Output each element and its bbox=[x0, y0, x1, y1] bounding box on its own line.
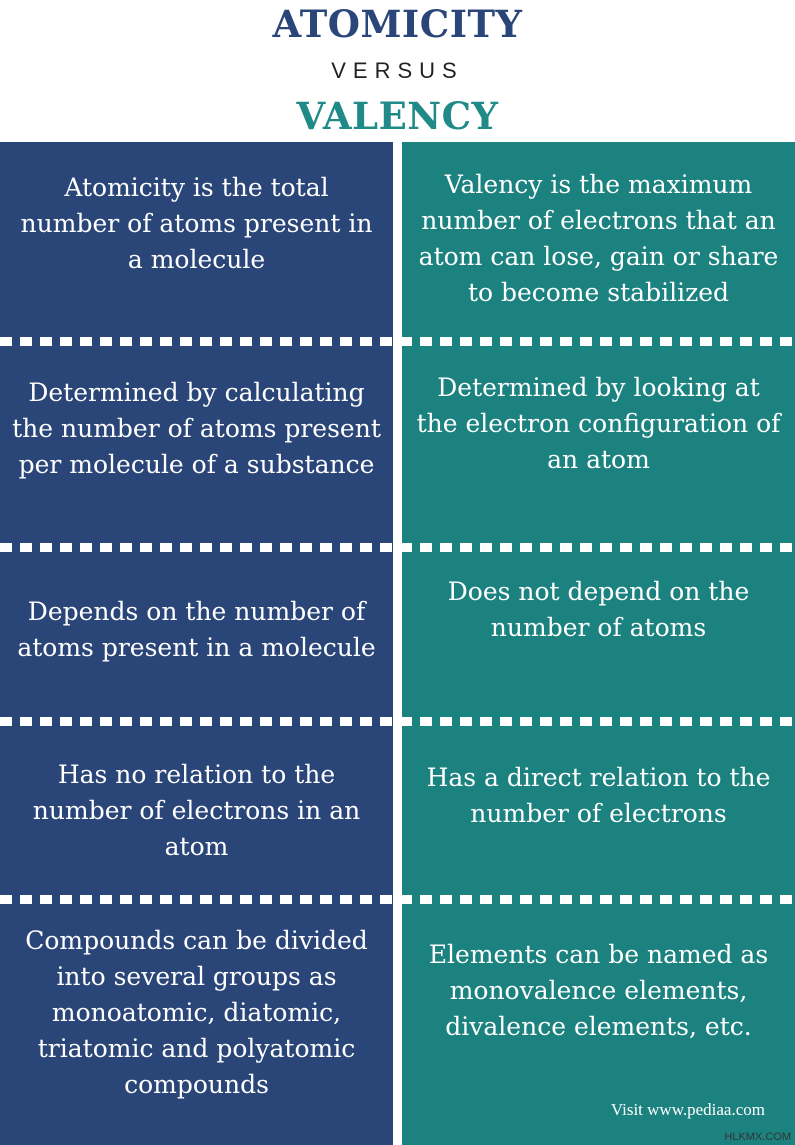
atomicity-cell-4: Has no relation to the number of electrons in an atom bbox=[32, 760, 361, 861]
atomicity-cell-3: Depends on the number of atoms present in a molecule bbox=[17, 597, 376, 662]
atomicity-column bbox=[0, 142, 393, 1145]
valency-title: VALENCY bbox=[296, 94, 499, 138]
valency-cell-4: Has a direct relation to the number of electrons bbox=[426, 763, 771, 828]
atomicity-cell-2: Determined by calculating the number of atoms present per molecule of a substance bbox=[12, 378, 381, 479]
versus-label: VERSUS bbox=[331, 58, 464, 83]
row-divider bbox=[0, 543, 795, 552]
atomicity-cell-1: Atomicity is the total number of atoms present in a molecule bbox=[20, 173, 373, 274]
valency-column bbox=[402, 142, 795, 1145]
row-divider bbox=[0, 717, 795, 726]
atomicity-cell-5: Compounds can be divided into several groups as monoatomic, diatomic, triatomic and polyatomic compounds bbox=[25, 926, 368, 1099]
watermark: HLKMX.COM bbox=[724, 1131, 791, 1143]
row-divider bbox=[0, 895, 795, 904]
row-divider bbox=[0, 337, 795, 346]
page-header bbox=[0, 0, 795, 142]
atomicity-title: ATOMICITY bbox=[272, 2, 523, 46]
valency-cell-2: Determined by looking at the electron configuration of an atom bbox=[416, 373, 781, 474]
source-credit: Visit www.pediaa.com bbox=[610, 1100, 765, 1119]
valency-cell-3: Does not depend on the number of atoms bbox=[447, 577, 750, 642]
valency-cell-5: Elements can be named as monovalence elements, divalence elements, etc. bbox=[428, 940, 769, 1041]
valency-cell-1: Valency is the maximum number of electrons that an atom can lose, gain or share to become stabilized bbox=[418, 170, 779, 307]
